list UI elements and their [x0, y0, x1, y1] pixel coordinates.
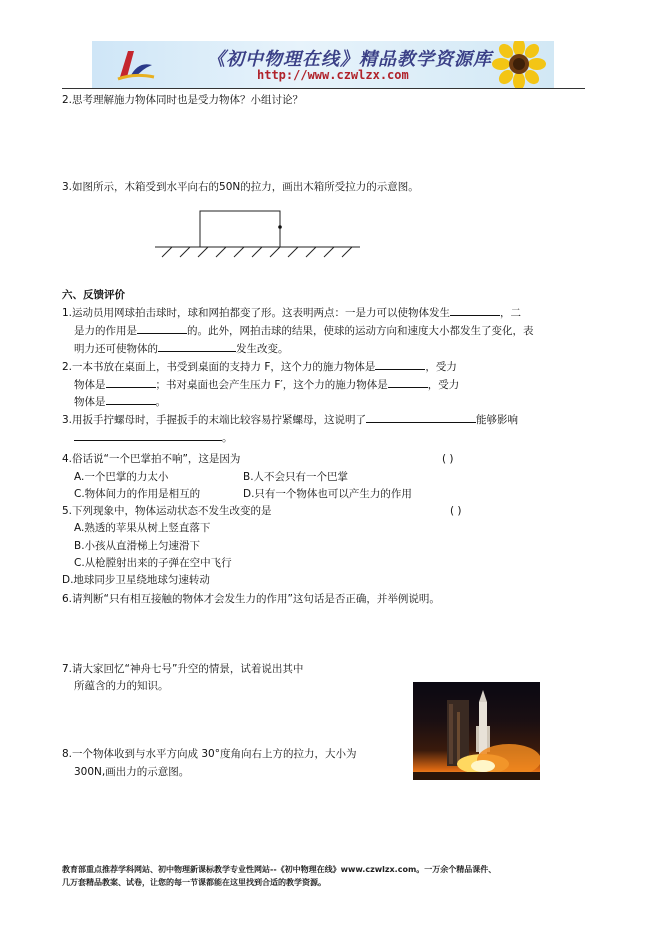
- feedback-q4-option-b[interactable]: B.人不会只有一个巴掌: [243, 471, 349, 483]
- ground-hatching: [162, 247, 352, 257]
- feedback-q4-option-a[interactable]: A.一个巴掌的力太小: [74, 471, 169, 483]
- feedback-q1-line1: 1.运动员用网球拍击球时，球和网拍都变了形。这表明两点：一是力可以使物体发生 ，二: [62, 304, 521, 320]
- force-point: [278, 225, 282, 229]
- rocket-icon: [413, 682, 540, 780]
- sunflower-icon: [484, 41, 554, 88]
- feedback-q3-line1: 3.用扳手拧螺母时，手握扳手的末端比较容易拧紧螺母，这说明了 能够影响: [62, 411, 518, 427]
- answer-blank[interactable]: [106, 393, 156, 405]
- crate-box: [200, 211, 280, 247]
- feedback-q7-line1: 7.请大家回忆“神舟七号”升空的情景，试着说出其中: [62, 663, 304, 675]
- question-2-top: 2.思考理解施力物体同时也是受力物体？小组讨论？: [62, 94, 304, 106]
- section-title: 六、反馈评价: [62, 289, 125, 301]
- footer-line-1: 教育部重点推荐学科网站、初中物理新课标教学专业性网站--《初中物理在线》www.czwlzx.com。一万余个精品课件、: [62, 865, 497, 874]
- feedback-q5-stem: 5.下列现象中，物体运动状态不发生改变的是: [62, 505, 272, 517]
- feedback-q4-paren[interactable]: ( ): [442, 453, 454, 465]
- feedback-q2-line1: 2.一本书放在桌面上，书受到桌面的支持力 F，这个力的施力物体是 ，受力: [62, 358, 457, 374]
- feedback-q1-line2: 是力的作用是 的。此外，网拍击球的结果，使球的运动方向和速度大小都发生了变化，表: [74, 322, 534, 338]
- feedback-q2-line3: 物体是 。: [74, 393, 166, 409]
- feedback-q8-line2: 300N,画出力的示意图。: [74, 766, 190, 778]
- feedback-q4-option-d[interactable]: D.只有一个物体也可以产生力的作用: [243, 488, 412, 500]
- header-banner: [92, 41, 554, 88]
- feedback-q6: 6.请判断“只有相互接触的物体才会发生力的作用”这句话是否正确，并举例说明。: [62, 593, 440, 605]
- answer-blank[interactable]: [450, 304, 500, 316]
- feedback-q4-stem: 4.俗话说“一个巴掌拍不响”，这是因为: [62, 453, 241, 465]
- site-logo-icon: [114, 47, 156, 83]
- banner-title: 《初中物理在线》精品教学资源库: [207, 49, 492, 70]
- feedback-q8-line1: 8.一个物体收到与水平方向成 30°度角向右上方的拉力，大小为: [62, 748, 357, 760]
- answer-blank[interactable]: [137, 322, 187, 334]
- banner-url[interactable]: http://www.czwlzx.com: [257, 68, 409, 82]
- feedback-q5-paren[interactable]: ( ): [450, 505, 462, 517]
- crate-diagram: [150, 205, 365, 270]
- feedback-q7-line2: 所蕴含的力的知识。: [74, 680, 169, 692]
- footer-line-2: 几万套精品教案、试卷，让您的每一节课都能在这里找到合适的教学资源。: [62, 878, 326, 887]
- feedback-q1-line3: 明力还可使物体的 发生改变。: [74, 340, 289, 356]
- feedback-q5-option-a[interactable]: A.熟透的苹果从树上竖直落下: [74, 522, 211, 534]
- feedback-q5-option-b[interactable]: B.小孩从直滑梯上匀速滑下: [74, 540, 201, 552]
- feedback-q2-line2: 物体是 ；书对桌面也会产生压力 F′，这个力的施力物体是 ，受力: [74, 376, 459, 392]
- answer-blank[interactable]: [106, 376, 156, 388]
- answer-blank[interactable]: [74, 429, 222, 441]
- answer-blank[interactable]: [158, 340, 236, 352]
- answer-blank[interactable]: [375, 358, 425, 370]
- feedback-q4-option-c[interactable]: C.物体间力的作用是相互的: [74, 488, 201, 500]
- answer-blank[interactable]: [388, 376, 428, 388]
- header-rule: [62, 88, 585, 89]
- feedback-q5-option-c[interactable]: C.从枪膛射出来的子弹在空中飞行: [74, 557, 232, 569]
- rocket-launch-photo: [413, 682, 540, 780]
- feedback-q5-option-d[interactable]: D.地球同步卫星绕地球匀速转动: [62, 574, 210, 586]
- answer-blank[interactable]: [366, 411, 476, 423]
- feedback-q3-line2: 。: [74, 429, 233, 445]
- question-3-top: 3.如图所示，木箱受到水平向右的50N的拉力，画出木箱所受拉力的示意图。: [62, 181, 419, 193]
